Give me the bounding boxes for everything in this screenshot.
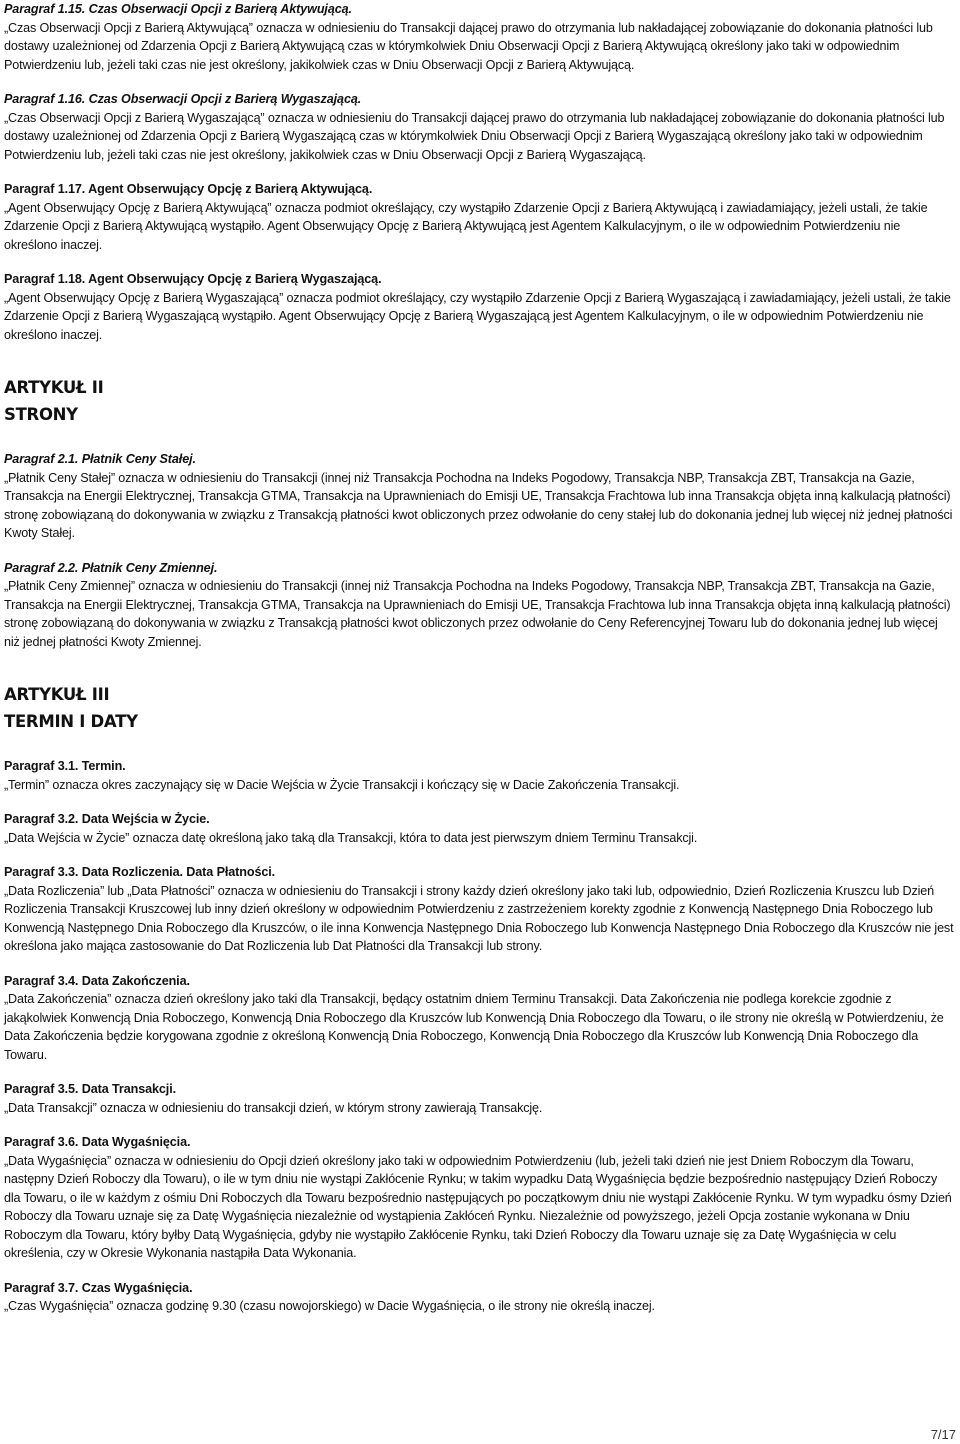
paragraph-title: Paragraf 3.6. Data Wygaśnięcia. (4, 1135, 191, 1149)
paragraph-text: „Czas Wygaśnięcia” oznacza godzinę 9.30 (czasu nowojorskiego) w Dacie Wygaśnięcia, o ile strony nie określą inaczej. (4, 1299, 655, 1313)
paragraph-text: „Data Rozliczenia” lub „Data Płatności” oznacza w odniesieniu do Transakcji i strony każdy dzień określony jako taki lub, odpowiednio, Dzień Rozliczenia Kruszcu lub Dzień Rozliczenia Transakcji Kruszcowej lub inny dzień określony w odpowiednim Potwierdzeniu z zastrzeżeniem korekty zgodnie z Konwencją Następnego Dnia Roboczego lub Konwencją Następnego Dnia Roboczego dla Kruszców, o ile inna Konwencja Następnego Dnia Roboczego lub Konwencja Następnego Dnia Roboczego dla Kruszców nie jest określona jako mająca zastosowanie do Dat Rozliczenia lub Dat Płatności dla Transakcji lub strony. (4, 883, 954, 953)
paragraph-text: „Data Wygaśnięcia” oznacza w odniesieniu do Opcji dzień określony jako taki w odpowiednim Potwierdzeniu (lub, jeżeli taki dzień nie jest Dniem Roboczym dla Towaru, następny Dzień Roboczy dla Towaru), o ile w tym dniu nie wystąpi Zakłócenie Rynku; w takim wypadku Datą Wygaśnięcia będzie bezpośrednio następujący Dzień Roboczy dla Towaru, o ile w każdym z ośmiu Dni Roboczych dla Towaru bezpośrednio następujących po początkowym dniu nie wystąpi Zakłócenie Rynku. W tym wypadku ósmy Dzień Roboczy dla Towaru uznaje się za Datę Wygaśnięcia niezależnie od wystąpienia Zakłóceń Rynku. Niezależnie od powyższego, jeżeli Opcja zostanie wykonana w Dniu Roboczym dla Towaru, który byłby Datą Wygaśnięcia, gdyby nie wystąpiło Zakłócenie Rynku, taki Dzień Roboczy dla Towaru uznaje się za Datę Wygaśnięcia w celu określenia, czy w Okresie Wykonania nastąpiła Data Wykonania. (4, 1153, 952, 1260)
article-name: STRONY (4, 405, 78, 424)
document-page (4, 0, 956, 1332)
paragraph-1-17 (4, 180, 956, 254)
paragraph-title: Paragraf 3.4. Data Zakończenia. (4, 973, 190, 988)
paragraph-1-15 (4, 0, 956, 74)
paragraph-text: „Czas Obserwacji Opcji z Barierą Wygaszającą” oznacza w odniesieniu do Transakcji dającej prawo do otrzymania lub nakładającej zobowiązanie do dokonania płatności lub dostawy uzależnionej od Zdarzenia Opcji z Barierą Wygaszającą czas w którymkolwiek Dniu Obserwacji Opcji z Barierą Wygaszającą określony jako taki w odpowiednim Potwierdzeniu lub, jeżeli taki czas nie jest określony, jakikolwiek czas w Dniu Obserwacji Opcji z Barierą Wygaszającą. (4, 110, 945, 162)
paragraph-title: Paragraf 3.5. Data Transakcji. (4, 1082, 177, 1096)
paragraph-text: „Agent Obserwujący Opcję z Barierą Wygaszającą” oznacza podmiot określający, czy wystąpiło Zdarzenie Opcji z Barierą Wygaszającą i zawiadamiający, jeżeli ustali, że takie Zdarzenie Opcji z Barierą Wygaszającą wystąpiło. Agent Obserwujący Opcję z Barierą Wygaszającą jest Agentem Kalkulacyjnym, o ile w odpowiednim Potwierdzeniu nie określono inaczej. (4, 290, 951, 342)
page-number: 7/17 (930, 1427, 956, 1442)
paragraph-title: Paragraf 3.7. Czas Wygaśnięcia. (4, 1280, 193, 1295)
paragraph-title: Paragraf 1.17. Agent Obserwujący Opcję z Barierą Aktywującą. (4, 182, 373, 196)
paragraph-text: „Płatnik Ceny Zmiennej” oznacza w odniesieniu do Transakcji (innej niż Transakcja Pochodna na Indeks Pogodowy, Transakcja NBP, Transakcja ZBT, Transakcja na Gazie, Transakcja na Energii Elektrycznej, Transakcja GTMA, Transakcja na Uprawnieniach do Emisji UE, Transakcja Frachtowa lub inna Transakcja objęta inną kalkulacją płatności) stronę zobowiązaną do dokonywania w związku z Transakcją płatności kwot obliczonych przez odwołanie do Ceny Referencyjnej Towaru lub do dokonania jednej lub więcej niż jednej płatności Kwoty Zmiennej. (4, 579, 951, 649)
paragraph-3-6 (4, 1133, 956, 1263)
paragraph-3-5 (4, 1080, 956, 1117)
paragraph-text: „Data Zakończenia” oznacza dzień określony jako taki dla Transakcji, będący ostatnim dniem Terminu Transakcji. Data Zakończenia nie podlega korekcie zgodnie z jakąkolwiek Konwencją Dnia Roboczego, Konwencją Dnia Roboczego dla Kruszców lub Konwencją Dnia Roboczego dla Towaru, o ile strony nie określą w Potwierdzeniu, że Data Zakończenia będzie korygowana zgodnie z określoną Konwencją Dnia Roboczego, Konwencją Dnia Roboczego dla Kruszców lub Konwencją Dnia Roboczego dla Towaru. (4, 992, 944, 1062)
paragraph-title: Paragraf 3.1. Termin. (4, 759, 126, 773)
article-3-heading (4, 681, 956, 735)
paragraph-title: Paragraf 3.2. Data Wejścia w Życie. (4, 812, 210, 826)
paragraph-2-1 (4, 450, 956, 543)
paragraph-text: „Agent Obserwujący Opcję z Barierą Aktywującą” oznacza podmiot określający, czy wystąpiło Zdarzenie Opcji z Barierą Aktywującą i zawiadamiający, jeżeli ustali, że takie Zdarzenie Opcji z Barierą Aktywującą wystąpiło. Agent Obserwujący Opcję z Barierą Aktywującą jest Agentem Kalkulacyjnym, o ile w odpowiednim Potwierdzeniu nie określono inaczej. (4, 200, 928, 252)
paragraph-text: „Czas Obserwacji Opcji z Barierą Aktywującą” oznacza w odniesieniu do Transakcji dającej prawo do otrzymania lub nakładającej zobowiązanie do dokonania płatności lub dostawy uzależnionej od Zdarzenia Opcji z Barierą Aktywującą czas w którymkolwiek Dniu Obserwacji Opcji z Barierą Aktywującą określony jako taki w odpowiednim Potwierdzeniu lub, jeżeli taki czas nie jest określony, jakikolwiek czas w Dniu Obserwacji Opcji z Barierą Aktywującą. (4, 20, 933, 72)
paragraph-title: Paragraf 1.15. Czas Obserwacji Opcji z Barierą Aktywującą. (4, 2, 352, 16)
article-number: ARTYKUŁ II (4, 378, 104, 397)
paragraph-text: „Płatnik Ceny Stałej” oznacza w odniesieniu do Transakcji (innej niż Transakcja Pochodna na Indeks Pogodowy, Transakcja NBP, Transakcja ZBT, Transakcja na Gazie, Transakcja na Energii Elektrycznej, Transakcja GTMA, Transakcja na Uprawnieniach do Emisji UE, Transakcja Frachtowa lub inna Transakcja objęta inną kalkulacją płatności) stronę zobowiązaną do dokonywania w związku z Transakcją płatności kwot obliczonych przez odwołanie do ceny stałej lub do dokonania jednej lub więcej niż jednej płatności Kwoty Stałej. (4, 470, 953, 540)
paragraph-title: Paragraf 1.18. Agent Obserwujący Opcję z Barierą Wygaszającą. (4, 272, 382, 286)
paragraph-3-4 (4, 972, 956, 1065)
paragraph-title: Paragraf 2.2. Płatnik Ceny Zmiennej. (4, 560, 218, 575)
paragraph-title: Paragraf 3.3. Data Rozliczenia. Data Płatności. (4, 865, 276, 879)
paragraph-1-18 (4, 270, 956, 344)
paragraph-title: Paragraf 1.16. Czas Obserwacji Opcji z Barierą Wygaszającą. (4, 92, 362, 106)
article-name: TERMIN I DATY (4, 712, 138, 731)
paragraph-3-1 (4, 757, 956, 794)
paragraph-title: Paragraf 2.1. Płatnik Ceny Stałej. (4, 452, 196, 466)
paragraph-3-7 (4, 1279, 956, 1316)
article-number: ARTYKUŁ III (4, 685, 110, 704)
paragraph-text: „Termin” oznacza okres zaczynający się w Dacie Wejścia w Życie Transakcji i kończący się w Dacie Zakończenia Transakcji. (4, 777, 680, 792)
paragraph-3-3 (4, 863, 956, 956)
paragraph-2-2 (4, 559, 956, 652)
paragraph-text: „Data Wejścia w Życie” oznacza datę określoną jako taką dla Transakcji, która to data jest pierwszym dniem Terminu Transakcji. (4, 830, 698, 845)
article-2-heading (4, 374, 956, 428)
paragraph-3-2 (4, 810, 956, 847)
paragraph-1-16 (4, 90, 956, 164)
paragraph-text: „Data Transakcji” oznacza w odniesieniu do transakcji dzień, w którym strony zawierają Transakcję. (4, 1100, 543, 1115)
